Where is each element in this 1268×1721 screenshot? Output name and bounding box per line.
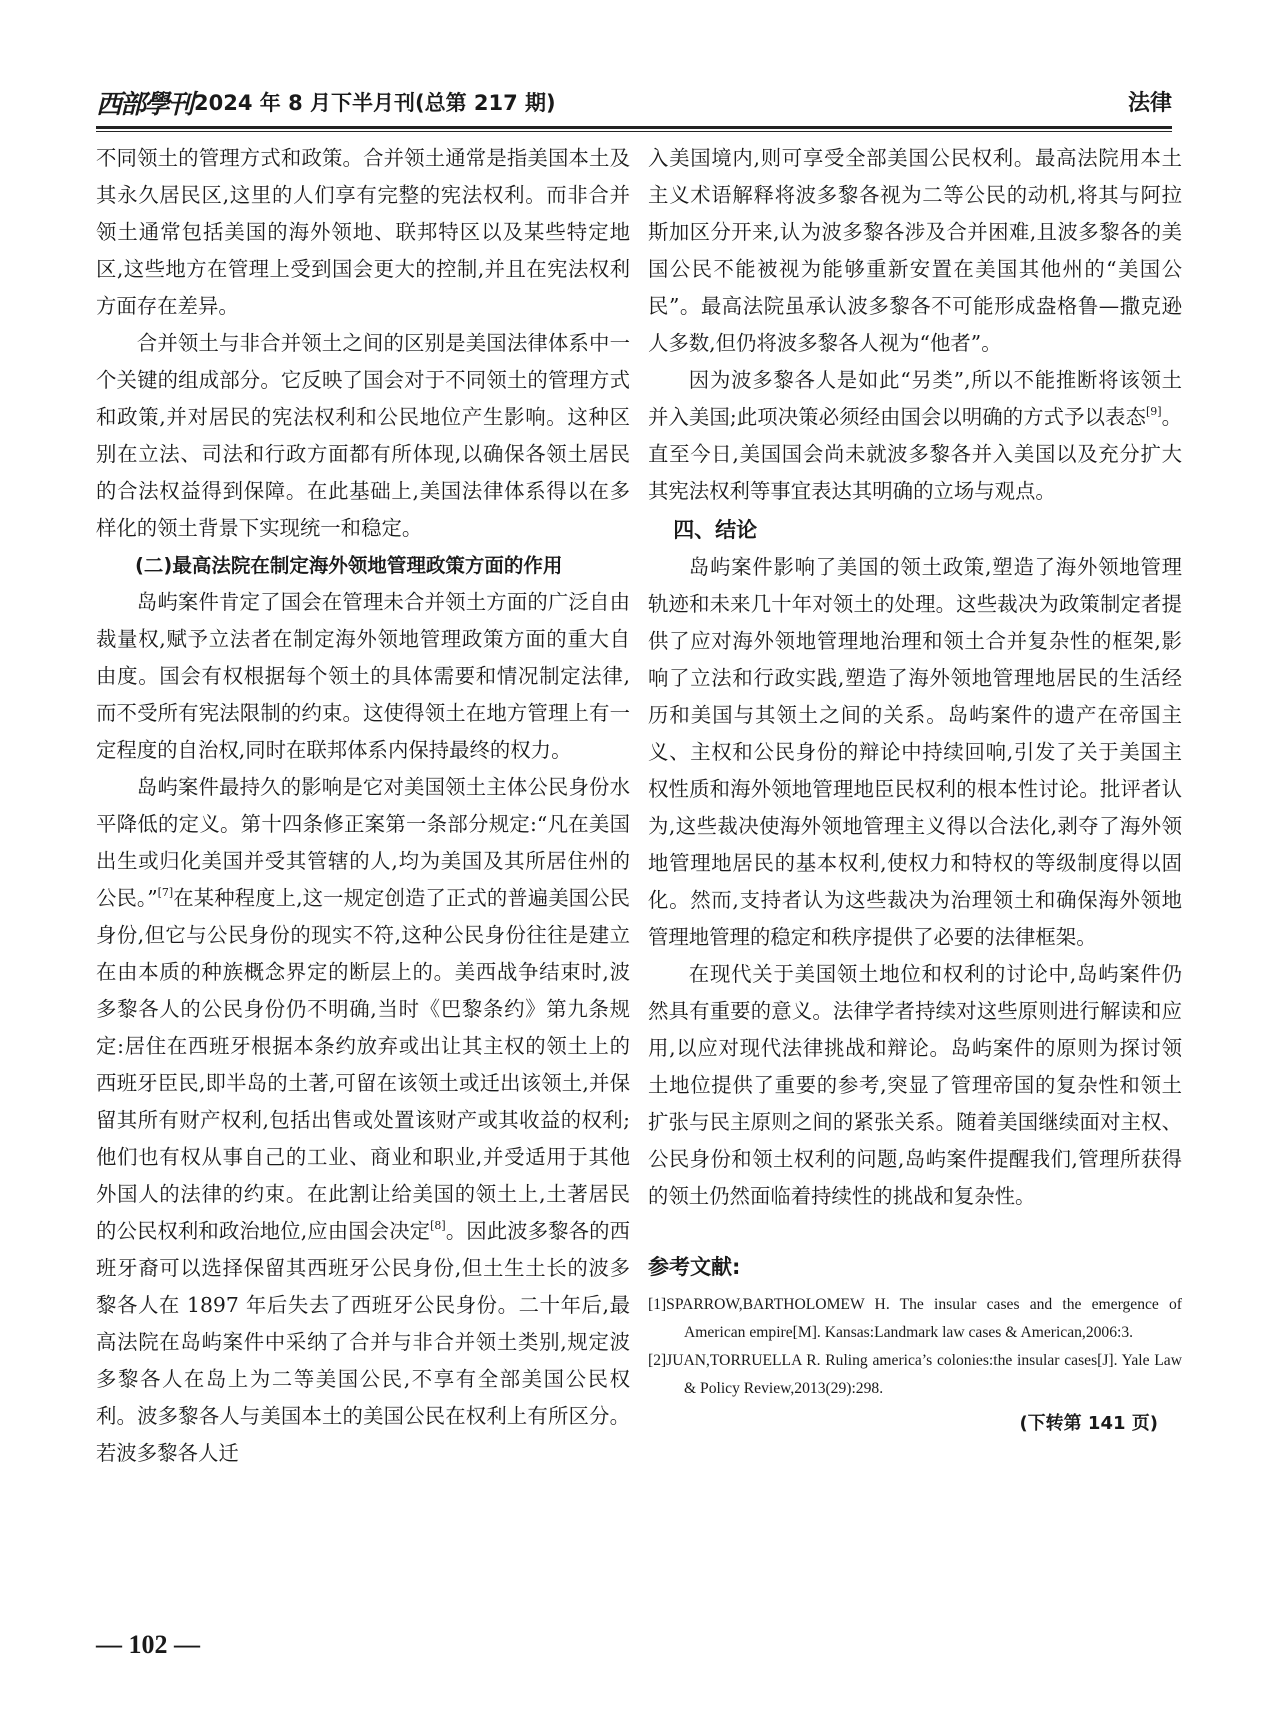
journal-logo: 西部學刊 [96,90,193,120]
paragraph: 岛屿案件肯定了国会在管理未合并领土方面的广泛自由裁量权,赋予立法者在制定海外领地管理政策方面的重大自由度。国会有权根据每个领土的具体需要和情况制定法律,而不受所有宪法限制的约束。这使得领土在地方管理上有一定程度的自治权,同时在联邦体系内保持最终的权力。 [96,590,630,762]
text-run: 。因此波多黎各的西班牙裔可以选择保留其西班牙公民身份,但土生土长的波多黎各人在 1897 年后失去了西班牙公民身份。二十年后,最高法院在岛屿案件中采纳了合并与非合并领土类别,规定波多黎各人在岛上为二等美国公民,不享有全部美国公民权利。波多黎各人与美国本土的美国公民在权利上有所区分。若波多黎各人迁 [96,1219,630,1465]
text-run: 在某种程度上,这一规定创造了正式的普遍美国公民身份,但它与公民身份的现实不符,这种公民身份往往是建立在由本质的种族概念界定的断层上的。美西战争结束时,波多黎各人的公民身份仍不明确,当时《巴黎条约》第九条规定:居住在西班牙根据本条约放弃或出让其主权的领土上的西班牙臣民,即半岛的土著,可留在该领土或迁出该领土,并保留其所有财产权利,包括出售或处置该财产或其收益的权利;他们也有权从事自己的工业、商业和职业,并受适用于其他外国人的法律的约束。在此割让给美国的领土上,土著居民的公民权利和政治地位,应由国会决定 [96,886,630,1243]
paragraph: 入美国境内,则可享受全部美国公民权利。最高法院用本土主义术语解释将波多黎各视为二等公民的动机,将其与阿拉斯加区分开来,认为波多黎各涉及合并困难,且波多黎各的美国公民不能被视为能够重新安置在美国其他州的“美国公民”。最高法院虽承认波多黎各不可能形成盎格鲁—撒克逊人多数,但仍将波多黎各人视为“他者”。 [648,146,1182,355]
paragraph: 岛屿案件影响了美国的领土政策,塑造了海外领地管理轨迹和未来几十年对领土的处理。这些裁决为政策制定者提供了应对海外领地管理地治理和领土合并复杂性的框架,影响了立法和行政实践,塑造了海外领地管理地居民的生活经历和美国与其领土之间的关系。岛屿案件的遗产在帝国主义、主权和公民身份的辩论中持续回响,引发了关于美国主权性质和海外领地管理地臣民权利的根本性讨论。批评者认为,这些裁决使海外领地管理主义得以合法化,剥夺了海外领地管理地居民的基本权利,使权力和特权的等级制度得以固化。然而,支持者认为这些裁决为治理领土和确保海外领地管理地管理的稳定和秩序提供了必要的法律框架。 [648,555,1182,949]
left-column [96,140,630,1472]
citation-marker: [7] [157,886,174,899]
page-header [96,84,1172,124]
page-number: — 102 — [96,1630,200,1659]
paragraph [648,362,1182,510]
references-heading: 参考文献: [648,1255,741,1279]
paragraph [96,769,630,1472]
section-heading: 四、结论 [673,518,758,542]
citation-marker: [9] [1145,405,1162,418]
journal-issue: 2024 年 8 月下半月刊(总第 217 期) [194,91,556,115]
text-run: 岛屿案件最持久的影响是它对美国领土主体公民身份水平降低的定义。第十四条修正案第一条部分规定:“凡在美国出生或归化美国并受其管辖的人,均为美国及其所居住州的公民。” [96,775,630,910]
right-column [648,140,1182,1435]
text-run: 因为波多黎各人是如此“另类”,所以不能推断将该领土并入美国;此项决策必须经由国会以明确的方式予以表态 [648,368,1182,429]
reference-item: [1]SPARROW,BARTHOLOMEW H. The insular cases and the emergence of American empire[M]. Kansas:Landmark law cases & American,2006:3. [648,1296,1182,1341]
header-rule-thin [96,131,1172,132]
subsection-heading: (二)最高法院在制定海外领地管理政策方面的作用 [135,554,563,577]
reference-item: [2]JUAN,TORRUELLA R. Ruling america’s colonies:the insular cases[J]. Yale Law & Policy Review,2013(29):298. [648,1352,1182,1397]
text-run: 。直至今日,美国国会尚未就波多黎各并入美国以及充分扩大其宪法权利等事宜表达其明确的立场与观点。 [648,405,1183,503]
section-tag: 法律 [1127,91,1172,116]
paragraph: 不同领土的管理方式和政策。合并领土通常是指美国本土及其永久居民区,这里的人们享有完整的宪法权利。而非合并领土通常包括美国的海外领地、联邦特区以及某些特定地区,这些地方在管理上受到国会更大的控制,并且在宪法权利方面存在差异。 [96,146,630,318]
citation-marker: [8] [430,1219,446,1232]
continued-note: (下转第 141 页) [1019,1413,1158,1434]
paragraph: 合并领土与非合并领土之间的区别是美国法律体系中一个关键的组成部分。它反映了国会对于不同领土的管理方式和政策,并对居民的宪法权利和公民地位产生影响。这种区别在立法、司法和行政方面都有所体现,以确保各领土居民的合法权益得到保障。在此基础上,美国法律体系得以在多样化的领土背景下实现统一和稳定。 [96,331,630,540]
paragraph: 在现代关于美国领土地位和权利的讨论中,岛屿案件仍然具有重要的意义。法律学者持续对这些原则进行解读和应用,以应对现代法律挑战和辩论。岛屿案件的原则为探讨领土地位提供了重要的参考,突显了管理帝国的复杂性和领土扩张与民主原则之间的紧张关系。随着美国继续面对主权、公民身份和领土权利的问题,岛屿案件提醒我们,管理所获得的领土仍然面临着持续性的挑战和复杂性。 [648,962,1182,1208]
header-rule [96,126,1172,129]
